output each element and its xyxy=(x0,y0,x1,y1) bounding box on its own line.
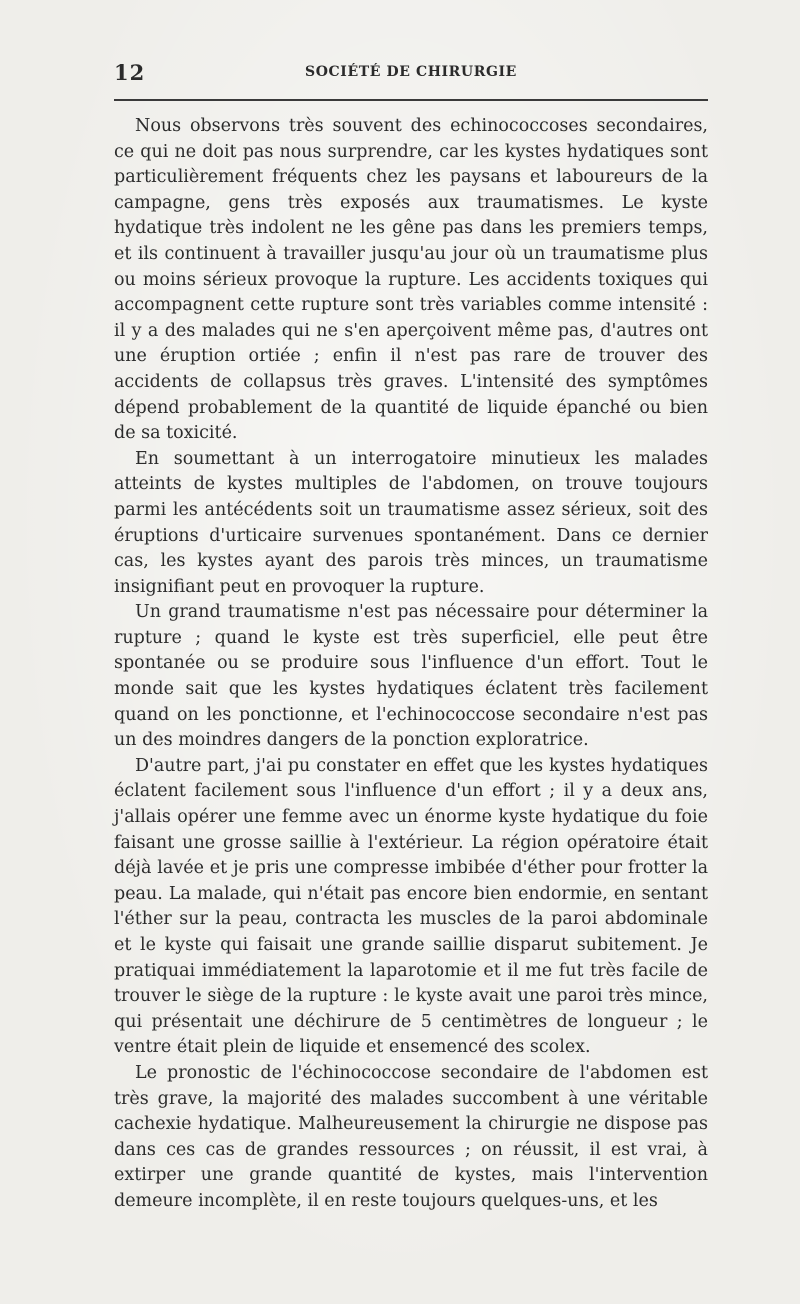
paragraph: Un grand traumatisme n'est pas nécessaire pour déterminer la rupture ; quand le kyste est très superficiel, elle peut être spontanée ou se produire sous l'influence d'un effort. Tout le monde sait que les kystes hydatiques éclatent très facilement quand on les ponctionne, et l'echinococcose secondaire n'est pas un des moindres dangers de la ponction exploratrice. xyxy=(114,602,708,751)
header-rule xyxy=(114,99,708,101)
body-text xyxy=(114,114,708,1215)
paragraph: Le pronostic de l'échinococcose secondaire de l'abdomen est très grave, la majorité des malades succombent à une véritable cachexie hydatique. Malheureusement la chirurgie ne dispose pas dans ces cas de grandes ressources ; on réussit, il est vrai, à extirper une grande quantité de kystes, mais l'intervention demeure incomplète, il en reste toujours quelques-uns, et les xyxy=(114,1062,708,1211)
page-header xyxy=(114,60,708,88)
paragraph: Nous observons très souvent des echinococcoses secondaires, ce qui ne doit pas nous surprendre, car les kystes hydatiques sont particulièrement fréquents chez les paysans et laboureurs de la campagne, gens très exposés aux traumatismes. Le kyste hydatique très indolent ne les gêne pas dans les premiers temps, et ils continuent à travailler jusqu'au jour où un traumatisme plus ou moins sérieux provoque la rupture. Les accidents toxiques qui accompagnent cette rupture sont très variables comme intensité : il y a des malades qui ne s'en aperçoivent même pas, d'autres ont une éruption ortiée ; enfin il n'est pas rare de trouver des accidents de collapsus très graves. L'intensité des symptômes dépend probablement de la quantité de liquide épanché ou bien de sa toxicité. xyxy=(114,116,708,444)
page-number: 12 xyxy=(114,60,146,85)
paragraph: D'autre part, j'ai pu constater en effet que les kystes hydatiques éclatent facilement sous l'influence d'un effort ; il y a deux ans, j'allais opérer une femme avec un énorme kyste hydatique du foie faisant une grosse saillie à l'extérieur. La région opératoire était déjà lavée et je pris une compresse imbibée d'éther pour frotter la peau. La malade, qui n'était pas encore bien endormie, en sentant l'éther sur la peau, contracta les muscles de la paroi abdominale et le kyste qui faisait une grande saillie disparut subitement. Je pratiquai immédiatement la laparotomie et il me fut très facile de trouver le siège de la rupture : le kyste avait une paroi très mince, qui présentait une déchirure de 5 centimètres de longueur ; le ventre était plein de liquide et ensemencé des scolex. xyxy=(114,755,708,1058)
running-title: SOCIÉTÉ DE CHIRURGIE xyxy=(305,64,517,80)
paragraph: En soumettant à un interrogatoire minutieux les malades atteints de kystes multiples de l'abdomen, on trouve toujours parmi les antécédents soit un traumatisme assez sérieux, soit des éruptions d'urticaire survenues spontanément. Dans ce dernier cas, les kystes ayant des parois très minces, un traumatisme insignifiant peut en provoquer la rupture. xyxy=(114,448,708,597)
